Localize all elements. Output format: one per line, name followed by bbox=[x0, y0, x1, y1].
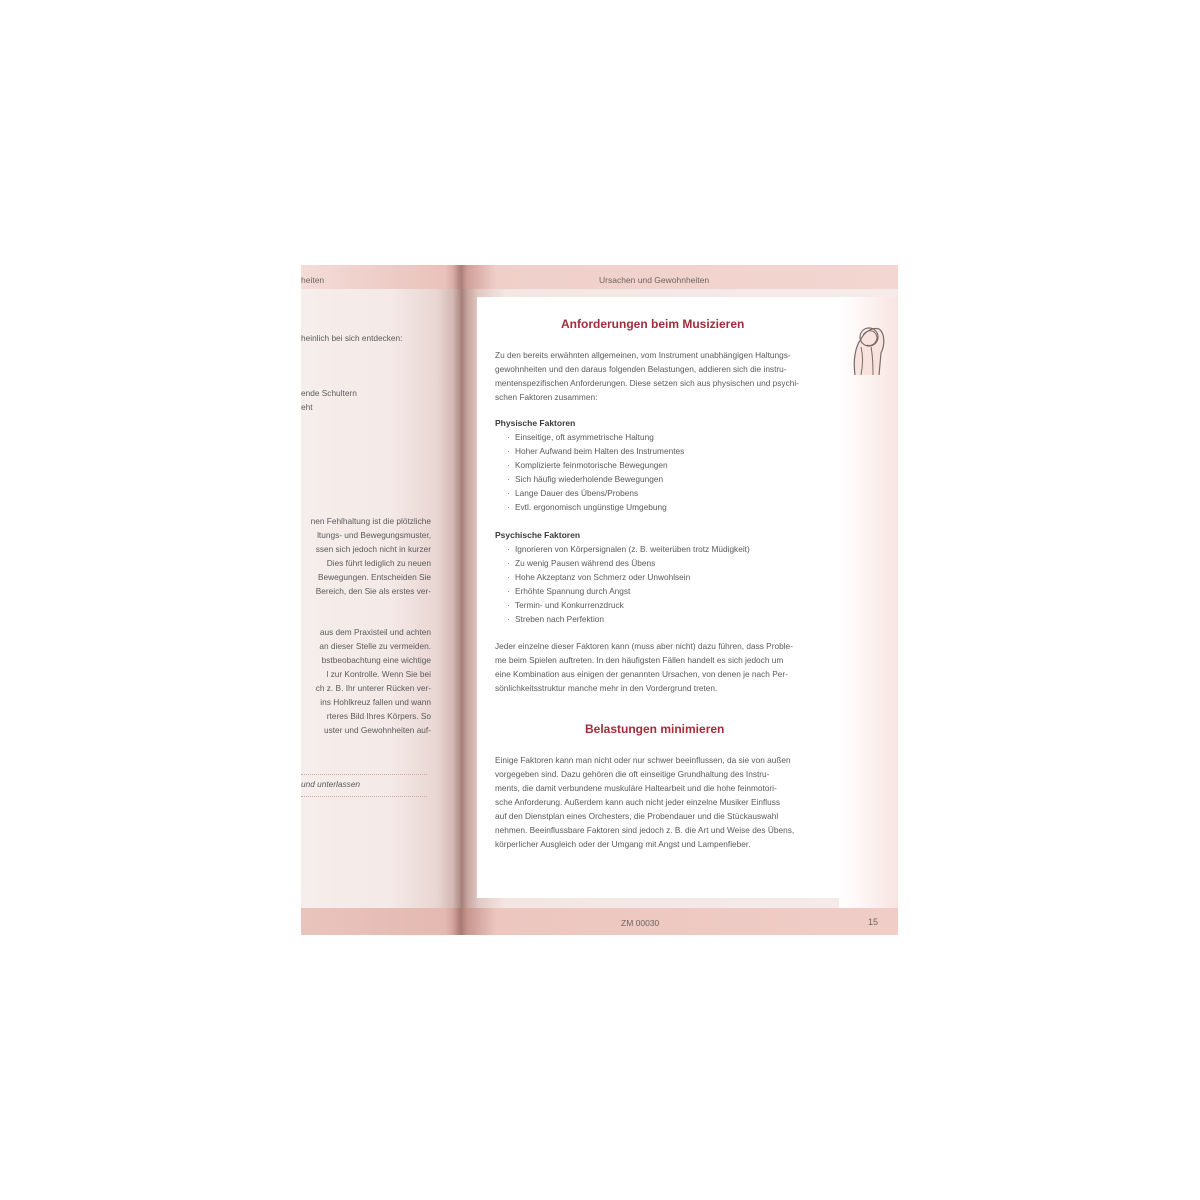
paragraph-line: auf den Dienstplan eines Orchesters, die Probendauer und die Stückauswahl bbox=[495, 811, 779, 821]
physical-factors-list bbox=[507, 430, 684, 514]
left-italic-line: und unterlassen bbox=[301, 779, 361, 789]
dotted-rule bbox=[301, 774, 427, 775]
right-footer-band bbox=[461, 908, 898, 935]
dotted-rule bbox=[301, 796, 427, 797]
left-line: ltungs- und Bewegungsmuster, bbox=[317, 530, 431, 540]
left-line: bstbeobachtung eine wichtige bbox=[321, 655, 431, 665]
paragraph-line: eine Kombination aus einigen der genannten Ursachen, von denen je nach Per- bbox=[495, 669, 788, 679]
list-item: · Komplizierte feinmotorische Bewegungen bbox=[507, 458, 684, 472]
list-item: · Hohe Akzeptanz von Schmerz oder Unwohlsein bbox=[507, 570, 750, 584]
intro-line: schen Faktoren zusammen: bbox=[495, 392, 598, 402]
left-line: Bewegungen. Entscheiden Sie bbox=[317, 572, 431, 582]
left-line: ch z. B. Ihr unterer Rücken ver- bbox=[315, 683, 431, 693]
heading-anforderungen: Anforderungen beim Musizieren bbox=[561, 317, 745, 331]
paragraph-line: nehmen. Beeinflussbare Faktoren sind jedoch z. B. die Art und Weise des Übens, bbox=[495, 825, 795, 835]
paragraph-line: Einige Faktoren kann man nicht oder nur schwer beeinflussen, da sie von außen bbox=[495, 755, 791, 765]
left-header-band bbox=[301, 265, 461, 289]
heading-belastungen: Belastungen minimieren bbox=[585, 722, 725, 736]
paragraph-line: vorgegeben sind. Dazu gehören die oft einseitige Grundhaltung des Instru- bbox=[495, 769, 770, 779]
intro-line: gewohnheiten und den daraus folgenden Belastungen, addieren sich die instru- bbox=[495, 364, 787, 374]
right-side-strip bbox=[839, 297, 898, 908]
paragraph-line: ments, die damit verbundene muskuläre Haltearbeit und die hohe feinmotori- bbox=[495, 783, 777, 793]
left-line: uster und Gewohnheiten auf- bbox=[323, 725, 431, 735]
list-item: · Evtl. ergonomisch ungünstige Umgebung bbox=[507, 500, 684, 514]
list-item: · Zu wenig Pausen während des Übens bbox=[507, 556, 750, 570]
left-line: rteres Bild Ihres Körpers. So bbox=[326, 711, 431, 721]
left-line: an dieser Stelle zu vermeiden. bbox=[319, 641, 431, 651]
list-item: · Sich häufig wiederholende Bewegungen bbox=[507, 472, 684, 486]
list-item: · Hoher Aufwand beim Halten des Instrumentes bbox=[507, 444, 684, 458]
list-item: · Termin- und Konkurrenzdruck bbox=[507, 598, 750, 612]
left-line: Bereich, den Sie als erstes ver- bbox=[315, 586, 431, 596]
left-line: ins Hohlkreuz fallen und wann bbox=[320, 697, 431, 707]
left-line: ende Schultern bbox=[301, 388, 357, 398]
left-running-head: heiten bbox=[301, 275, 325, 285]
left-line: aus dem Praxisteil und achten bbox=[319, 627, 431, 637]
page-number: 15 bbox=[868, 917, 879, 927]
spine-shadow bbox=[453, 265, 467, 935]
open-book bbox=[301, 265, 898, 935]
intro-line: mentenspezifischen Anforderungen. Diese setzen sich aus physischen und psychi- bbox=[495, 378, 799, 388]
footer-code: ZM 00030 bbox=[621, 918, 660, 928]
left-line: ssen sich jedoch nicht in kurzer bbox=[315, 544, 431, 554]
left-line: l zur Kontrolle. Wenn Sie bei bbox=[326, 669, 431, 679]
paragraph-line: körperlicher Ausgleich oder der Umgang mit Angst und Lampenfieber. bbox=[495, 839, 751, 849]
left-footer-band bbox=[301, 908, 461, 935]
left-line: heinlich bei sich entdecken: bbox=[301, 333, 403, 343]
paragraph-line: Jeder einzelne dieser Faktoren kann (muss aber nicht) dazu führen, dass Proble- bbox=[495, 641, 793, 651]
left-line: Dies führt lediglich zu neuen bbox=[326, 558, 431, 568]
list-item: · Streben nach Perfektion bbox=[507, 612, 750, 626]
paragraph-line: sönlichkeitsstruktur manche mehr in den Vordergrund treten. bbox=[495, 683, 718, 693]
list-item: · Einseitige, oft asymmetrische Haltung bbox=[507, 430, 684, 444]
heading-psychische-faktoren: Psychische Faktoren bbox=[495, 530, 581, 540]
left-page bbox=[301, 265, 461, 935]
shoulder-anatomy-icon bbox=[849, 317, 887, 379]
list-item: · Lange Dauer des Übens/Probens bbox=[507, 486, 684, 500]
list-item: · Ignorieren von Körpersignalen (z. B. weiterüben trotz Müdigkeit) bbox=[507, 542, 750, 556]
right-running-head: Ursachen und Gewohnheiten bbox=[599, 275, 710, 285]
psychic-factors-list bbox=[507, 542, 750, 626]
intro-line: Zu den bereits erwähnten allgemeinen, vom Instrument unabhängigen Haltungs- bbox=[495, 350, 791, 360]
left-line: nen Fehlhaltung ist die plötzliche bbox=[310, 516, 431, 526]
heading-physische-faktoren: Physische Faktoren bbox=[495, 418, 576, 428]
list-item: · Erhöhte Spannung durch Angst bbox=[507, 584, 750, 598]
left-line: eht bbox=[301, 402, 313, 412]
paragraph-line: me beim Spielen auftreten. In den häufigsten Fällen handelt es sich jedoch um bbox=[495, 655, 784, 665]
paragraph-line: sche Anforderung. Außerdem kann auch nicht jeder einzelne Musiker Einfluss bbox=[495, 797, 781, 807]
